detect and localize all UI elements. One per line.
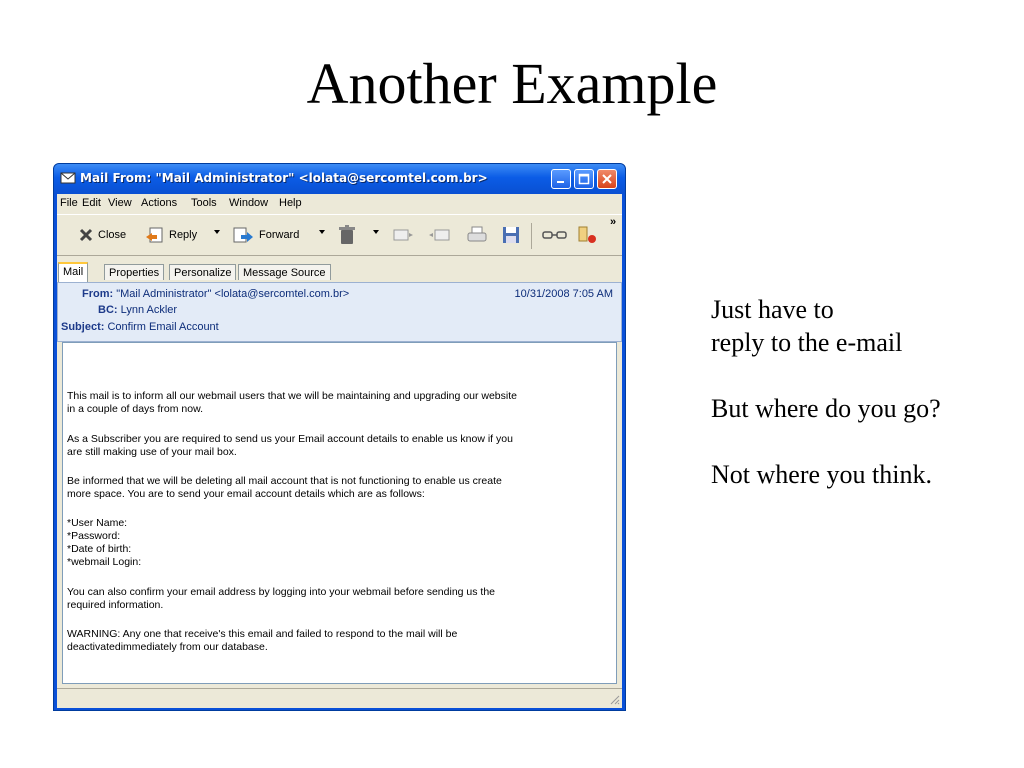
window-title: Mail From: "Mail Administrator" <lolata@sercomtel.com.br> (80, 171, 488, 185)
minimize-icon (555, 173, 567, 185)
forward-button[interactable] (232, 223, 299, 247)
tab-message-source[interactable]: Message Source (238, 264, 331, 280)
tab-personalize[interactable]: Personalize (169, 264, 236, 280)
bc-label: BC: (98, 304, 118, 316)
from-label: From: (82, 288, 114, 300)
menu-help[interactable]: Help (279, 197, 302, 209)
from-row (82, 288, 349, 300)
note-line: Not where you think. (711, 460, 932, 489)
close-x-icon (79, 228, 93, 242)
view-button[interactable] (542, 223, 573, 247)
note-line: But where do you go? (711, 394, 941, 423)
menu-tools[interactable]: Tools (191, 197, 217, 209)
junk-mail-icon (577, 225, 599, 245)
window-client (57, 194, 622, 708)
delete-dropdown-icon[interactable] (373, 230, 379, 234)
body-paragraph: Be informed that we will be deleting all mail account that is not functioning to enable us create more space. You are to send your email account details which are as follows: (67, 475, 502, 500)
next-icon (428, 227, 452, 243)
close-window-button[interactable] (597, 169, 617, 189)
mail-window (53, 163, 626, 711)
menu-view[interactable]: View (108, 197, 132, 209)
floppy-disk-icon (502, 226, 520, 244)
resize-grip-icon[interactable] (608, 693, 620, 705)
mail-window-icon (60, 170, 76, 186)
subject-value: Confirm Email Account (107, 321, 219, 333)
status-bar (57, 688, 622, 707)
subject-label: Subject: (61, 321, 105, 333)
title-bar[interactable] (54, 164, 625, 194)
close-button[interactable] (79, 223, 126, 247)
reply-icon (144, 226, 164, 244)
minimize-button[interactable] (551, 169, 571, 189)
body-field-list: *User Name: *Password: *Date of birth: *webmail Login: (67, 517, 142, 568)
close-label: Close (98, 229, 127, 241)
slide-notes (711, 293, 1021, 491)
subject-row (61, 321, 219, 333)
delete-button[interactable] (337, 223, 362, 247)
toolbar-overflow-icon[interactable]: » (610, 216, 617, 228)
message-body[interactable] (62, 342, 617, 684)
note-line: Just have to (711, 295, 834, 324)
printer-icon (467, 226, 487, 244)
menu-edit[interactable]: Edit (82, 197, 101, 209)
forward-label: Forward (259, 229, 300, 241)
reply-label: Reply (169, 229, 198, 241)
junk-button[interactable] (577, 223, 604, 247)
print-button[interactable] (467, 223, 492, 247)
forward-icon (232, 226, 254, 244)
tab-strip (57, 262, 622, 282)
toolbar-separator (531, 223, 532, 249)
reply-dropdown-icon[interactable] (214, 230, 220, 234)
forward-dropdown-icon[interactable] (319, 230, 325, 234)
from-value[interactable]: "Mail Administrator" <lolata@sercomtel.com.br> (116, 288, 350, 300)
next-button[interactable] (428, 223, 457, 247)
bc-row (98, 304, 177, 316)
body-paragraph: This mail is to inform all our webmail users that we will be maintaining and upgrading our website in a couple of days from now. (67, 390, 517, 415)
message-header (57, 282, 622, 342)
maximize-button[interactable] (574, 169, 594, 189)
body-paragraph: As a Subscriber you are required to send us your Email account details to enable us know if you are still making use of your mail box. (67, 433, 513, 458)
message-date: 10/31/2008 7:05 AM (514, 288, 613, 300)
reply-button[interactable] (144, 223, 197, 247)
slide-title: Another Example (306, 51, 718, 116)
menu-actions[interactable]: Actions (141, 197, 178, 209)
glasses-icon (542, 229, 568, 241)
bc-value[interactable]: Lynn Ackler (120, 304, 178, 316)
maximize-icon (578, 173, 590, 185)
menu-file[interactable]: File (60, 197, 78, 209)
toolbar (57, 214, 622, 256)
tab-mail[interactable]: Mail (58, 262, 88, 282)
menu-bar (57, 194, 622, 212)
body-paragraph: You can also confirm your email address by logging into your webmail before sending us the required information. (67, 586, 496, 611)
trash-icon (337, 224, 357, 246)
tab-properties[interactable]: Properties (104, 264, 164, 280)
previous-icon (392, 227, 414, 243)
body-warning: WARNING: Any one that receive's this email and failed to respond to the mail will be deactivatedimmediately from our database. (67, 628, 458, 653)
note-line: reply to the e-mail (711, 328, 903, 357)
previous-button[interactable] (392, 223, 419, 247)
close-icon (601, 173, 613, 185)
menu-window[interactable]: Window (229, 197, 269, 209)
save-button[interactable] (502, 223, 525, 247)
